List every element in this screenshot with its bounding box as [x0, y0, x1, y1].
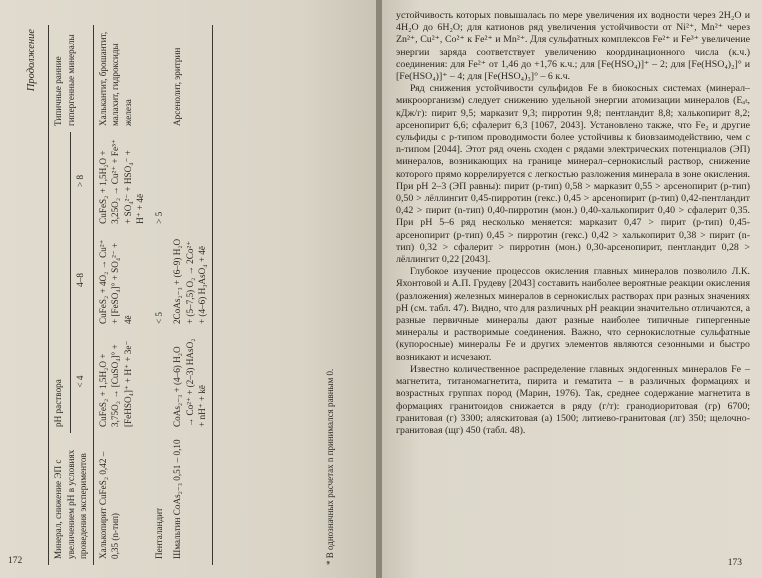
- table-row: [168, 25, 212, 565]
- cell-mid: < 5: [153, 311, 164, 325]
- cell-mid: 2CoAs₂₋₃ + (6–9) H₂O + (5–7,5) O₂ → 2Co²⁺ + (4–6) H₃AsO₄ + 4ē: [168, 230, 212, 330]
- cell-low: CuFeS₂ + 1,5H₂O + 3,75O₂ → [CuSO₄]° + [FeHSO₄]⁺ + H⁺ + 3e⁻: [97, 340, 133, 427]
- paragraph: Ряд снижения устойчивости сульфидов Fe в биокосных системах (минерал–микроорганизм) следует снижению удельной энергии атомизации минералов (Eₐₜ, кДж/г): пирит 9,5; марказит 9,3; пирротин 9,8; пентландит 8,8; халькопирит 8,2; арсенопирит 6,6; сфалерит 6,3 [1067, 2043]. Установлено также, что Fe₂ и другие сульфиды с p-типом проводимости более устойчивы к биовзаимодействию, чем с n-типом [2044]. Этот ряд очень сходен с рядами электрических потенциалов (ЭП) минералов, возникающих на границе минерал–сернокислый раствор, снижение которого прямо коррелируется с легкостью разложения минерала в зоне окисления. При pH 2–3 (ЭП равны): пирит (p-тип) 0,58 > марказит 0,55 > арсенопирит (p-тип) 0,50 > лёллингит 0,45-пирротин (гекс.) 0,45 > арсенопирит (p-тип) 0,42-пентландит 0,42 > пирит (n-тип) 0,40-пирротин (мон.) 0,40-халькопирит 0,40 > сфалерит 0,35. При pH 5–6 ряд несколько меняется: марказит 0,47 > пирит (p-тип) 0,45-арсенопирит (p-тип) 0,45 > пирротин (гекс.) 0,42 > халькопирит 0,38 > пирит (n-тип) 0,32 > сфалерит > пирротин (мон.) 0,30-арсенопирит, пентландит 0,28 > лёллингит 0,22 [2043].: [396, 83, 750, 266]
- table-row: [150, 25, 169, 565]
- cell-high: > 5: [153, 211, 164, 224]
- cell-mineral: Халькопирит CuFeS₂ 0,42 – 0,35 (n-тип): [97, 451, 120, 559]
- right-page: [382, 0, 762, 578]
- body-text: [396, 10, 750, 437]
- col-header-ph: pH раствора: [49, 132, 71, 433]
- cell-low: [150, 330, 169, 433]
- cell-mineral: Пенталандит: [153, 507, 164, 559]
- rotated-table-block: [24, 25, 359, 565]
- cell-low: CoAs₂₋₃ + (4–6) H₂O → Co²⁺ + (2–3) HAsO₂ + nH⁺ + kē: [168, 330, 212, 433]
- paragraph: Известно количественное распределение главных эндогенных минералов Fe – магнетита, титаномагнетита, пирита и гематита – в различных формациях и возрастных группах пород (Марин, 1976). Так, среднее содержание магнетита в формациях гранитоидов снижается в ряду (г/т): гранодиоритовая (гр) 6700; гранитовая (г) 3300; аляскитовая (а) 1500; литиево-гранитовая (лг) 350; щелочно-гранитовая (щг) 450 (табл. 48).: [396, 363, 750, 436]
- cell-secondary: Арсенолит, эритрин: [168, 25, 212, 132]
- table-footnote: * В однозначных расчетах n принимался равным 0.: [325, 368, 335, 565]
- paragraph: Глубокое изучение процессов окисления главных минералов позволило Л.К. Яхонтовой и А.П. Грудеву [2043] составить наиболее вероятные реакции окисления (разложения) железных минералов в сернокислых растворах при разных значениях pH (см. табл. 47). Видно, что для различных pH реакции значительно отличаются, а разные первичные минералы дают разные наиболее типичные гипергенные минералы и растворимые соединения. Важно, что сернокислотные сульфатные (купоросные) минералы Fe и других элементов являются сезонными и быстро возникают и исчезают.: [396, 266, 750, 363]
- cell-secondary: Халькантит, брошантит, малахит, гидроксиды железа: [97, 31, 133, 126]
- col-header-mineral: Минерал, снижение ЭП с увеличением pH в условиях проведения экспериментов: [49, 433, 94, 565]
- reactions-table: [48, 25, 213, 565]
- ph-range-mid: 4–8: [71, 230, 93, 330]
- ph-range-low: < 4: [71, 330, 93, 433]
- col-header-secondary: Типичные ранние гипергенные минералы: [49, 25, 94, 132]
- ph-range-high: > 8: [71, 132, 93, 230]
- page-number-right: 173: [727, 558, 742, 568]
- running-header: Продолжение: [26, 29, 37, 92]
- cell-mid: CuFeS₂ + 4O₂ → Cu²⁺ + [FeSO₄]° + SO₄²⁻ + 4ē: [97, 239, 133, 325]
- cell-mineral: Шмальтин CoAs₂₋₃ 0,51 – 0,10: [168, 433, 212, 565]
- cell-secondary: [150, 25, 169, 132]
- cell-high: CuFeS₂ + 1,5H₂O + 3,25O₂ → Cu²⁺ + Fe³⁺ + SO₄²⁻ + HSO₄⁻ + H⁺ + 4ē: [97, 139, 145, 224]
- cell-high: [168, 132, 212, 230]
- page-number-left: 172: [8, 556, 23, 566]
- table-row: [93, 25, 150, 565]
- paragraph: устойчивость которых повышалась по мере увеличения их водности через 2H₂O и 4H₂O до 6H₂O; для катионов ряд увеличения устойчивости от Ni²⁺, Mn²⁺ через Zn²⁺, Cu²⁺, Co²⁺ к Fe²⁺ и Mn²⁺. Для сульфатных комплексов Fe²⁺ и Fe³⁺ увеличение энергии заряда соответствует увеличению координационного числа (к.ч.) соединения: для Fe²⁺ от 1,46 до +1,76 к.ч.; для [Fe(HSO₄)]⁺ – 2; для [Fe(HSO₄)₂]° и [Fe(HSO₄)]⁺ – 4; для [Fe(HSO₄)₃]° – 6 к.ч.: [396, 10, 750, 83]
- left-page: [0, 0, 378, 578]
